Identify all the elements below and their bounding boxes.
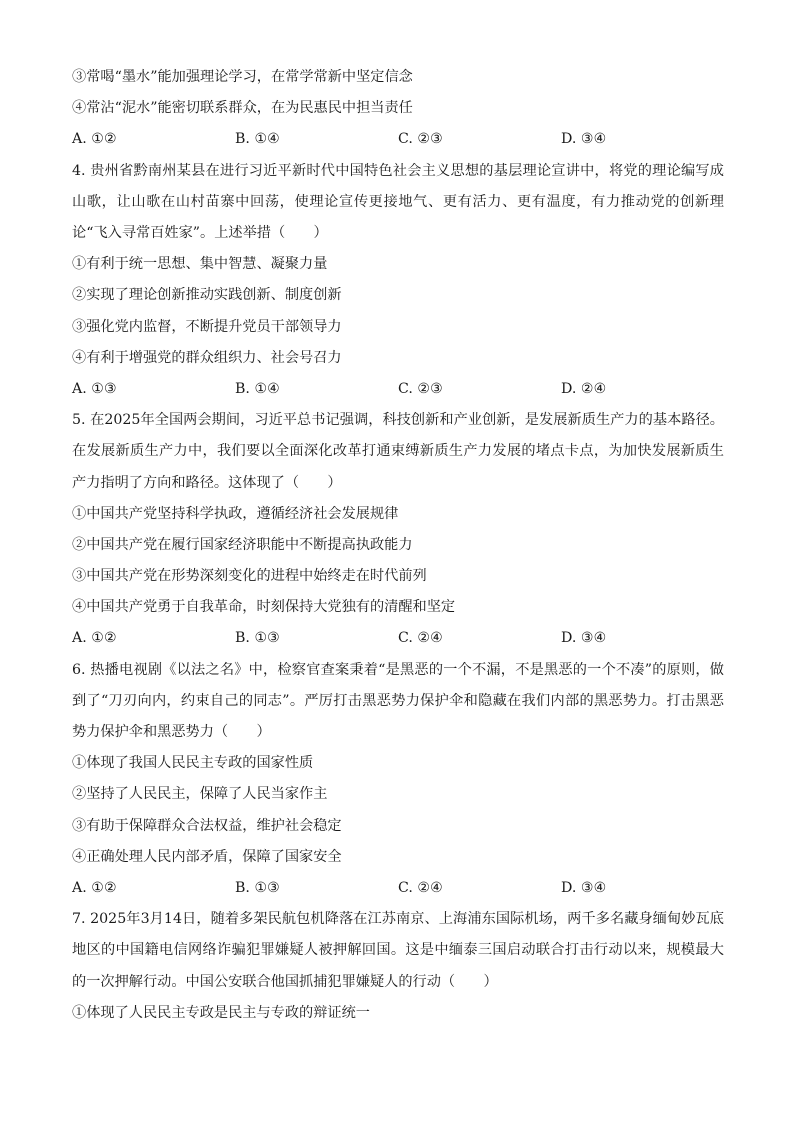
q5-item-3: ③中国共产党在形势深刻变化的进程中始终走在时代前列 (72, 568, 427, 585)
q5-stem: 5. 在2025年全国两会期间，习近平总书记强调，科技创新和产业创新，是发展新质生产力的基本路径。在发展新质生产力中，我们要以全面深化改革打通束缚新质生产力发展的堵点卡点，为加快发展新质生产力指明了方向和路径。这体现了（ ） (72, 412, 724, 491)
q4-item-2: ②实现了理论创新推动实践创新、制度创新 (72, 287, 342, 304)
q6-option-d: D. ③④ (561, 880, 607, 897)
q5-item-4: ④中国共产党勇于自我革命，时刻保持大党独有的清醒和坚定 (72, 599, 456, 616)
q6-item-4: ④正确处理人民内部矛盾，保障了国家安全 (72, 848, 342, 865)
q3-item-4: ④常沾“泥水”能密切联系群众，在为民惠民中担当责任 (72, 100, 413, 117)
q4-item-4: ④有利于增强党的群众组织力、社会号召力 (72, 349, 342, 366)
q5-option-c: C. ②④ (398, 630, 443, 647)
q5-option-a: A. ①② (72, 630, 117, 647)
q4-option-b: B. ①④ (235, 380, 280, 397)
q3-option-b: B. ①④ (235, 131, 280, 148)
q4-option-d: D. ②④ (561, 380, 607, 397)
q7-item-1: ①体现了人民民主专政是民主与专政的辩证统一 (72, 1004, 370, 1021)
q3-option-a: A. ①② (72, 131, 117, 148)
q3-item-3: ③常喝“墨水”能加强理论学习，在常学常新中坚定信念 (72, 69, 413, 85)
q5-option-d: D. ③④ (561, 630, 607, 647)
q6-option-a: A. ①② (72, 880, 117, 897)
q6-option-b: B. ①③ (235, 880, 280, 897)
q6-item-2: ②坚持了人民民主，保障了人民当家作主 (72, 786, 328, 803)
q4-options (72, 374, 724, 405)
q4-stem: 4. 贵州省黔南州某县在进行习近平新时代中国特色社会主义思想的基层理论宣讲中，将党的理论编写成山歌，让山歌在山村苗寨中回荡，使理论宣传更接地气、更有活力、更有温度，有力推动党的创新理论“飞入寻常百姓家”。上述举措（ ） (72, 162, 724, 241)
q5-item-1: ①中国共产党坚持科学执政，遵循经济社会发展规律 (72, 505, 399, 522)
q6-item-1: ①体现了我国人民民主专政的国家性质 (72, 755, 314, 772)
q5-options (72, 623, 724, 654)
q3-option-d: D. ③④ (561, 131, 607, 148)
exam-page (72, 62, 724, 1029)
q6-stem: 6. 热播电视剧《以法之名》中，检察官查案秉着“是黑恶的一个不漏，不是黑恶的一个不凑”的原则，做到了“刀刃向内，约束自己的同志”。严厉打击黑恶势力保护伞和隐藏在我们内部的黑恶势力。打击黑恶势力保护伞和黑恶势力（ ） (72, 661, 724, 741)
q6-item-3: ③有助于保障群众合法权益，维护社会稳定 (72, 817, 342, 834)
q7-stem: 7. 2025年3月14日，随着多架民航包机降落在江苏南京、上海浦东国际机场，两千多名藏身缅甸妙瓦底地区的中国籍电信网络诈骗犯罪嫌疑人被押解回国。这是中缅泰三国启动联合打击行动以来，规模最大的一次押解行动。中国公安联合他国抓捕犯罪嫌疑人的行动（ ） (72, 911, 724, 990)
q6-option-c: C. ②④ (398, 880, 443, 897)
q4-item-3: ③强化党内监督，不断提升党员干部领导力 (72, 318, 342, 335)
q3-options (72, 124, 724, 155)
q4-item-1: ①有利于统一思想、集中智慧、凝聚力量 (72, 256, 328, 273)
q4-option-a: A. ①③ (72, 380, 117, 397)
q5-item-2: ②中国共产党在履行国家经济职能中不断提高执政能力 (72, 536, 413, 553)
q6-options (72, 873, 724, 904)
q5-option-b: B. ①③ (235, 630, 280, 647)
q3-option-c: C. ②③ (398, 131, 443, 148)
q4-option-c: C. ②③ (398, 380, 443, 397)
